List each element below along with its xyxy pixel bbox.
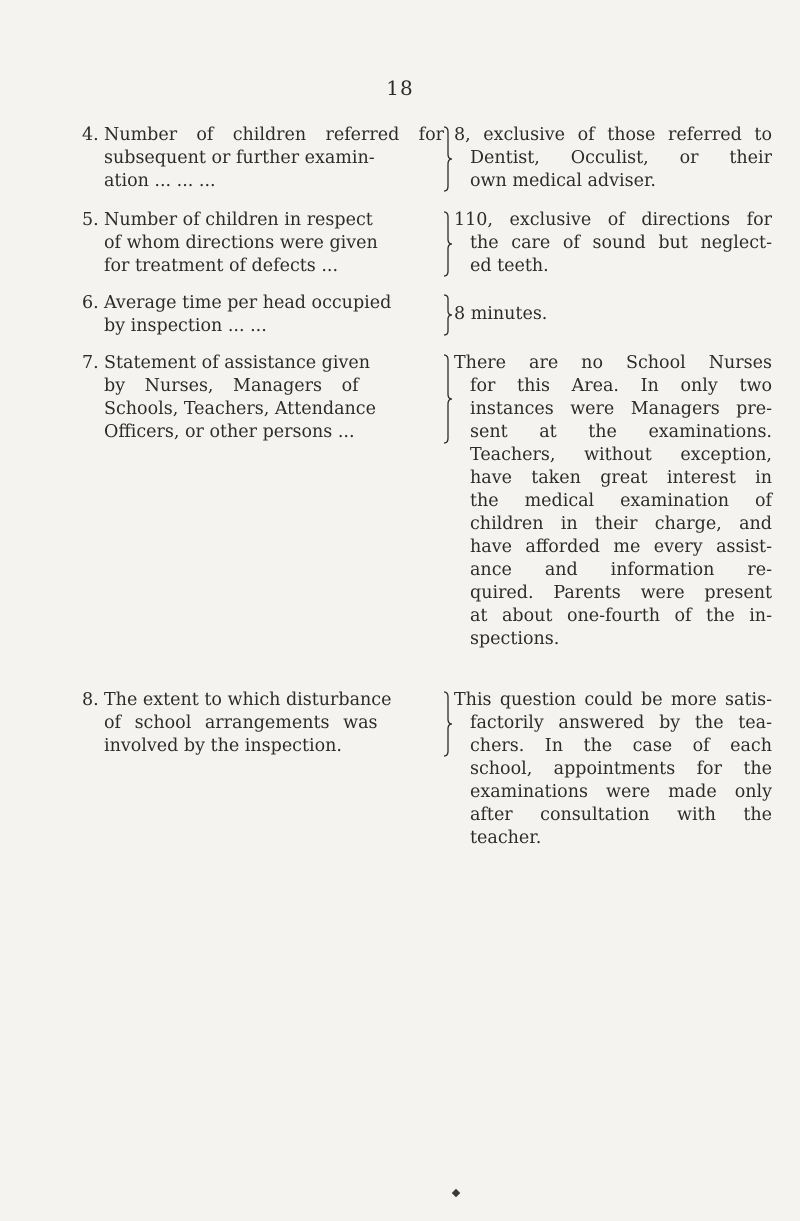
value-line: have taken great interest in (470, 468, 772, 488)
value-line: ed teeth. (470, 256, 549, 276)
value-line: ance and information re- (470, 560, 772, 580)
item-label (104, 352, 444, 444)
value-line: own medical adviser. (470, 171, 656, 191)
item-label (104, 124, 444, 193)
label-line: involved by the inspection. (104, 736, 342, 756)
item-label (104, 292, 444, 338)
value-line: This question could be more satis- (454, 690, 772, 710)
value-line: factorily answered by the tea- (470, 713, 772, 733)
item-number: 4. (82, 125, 99, 145)
value-line: the care of sound but neglect- (470, 233, 772, 253)
value-line: sent at the examinations. (470, 422, 772, 442)
label-line: Schools, Teachers, Attendance (104, 399, 376, 419)
item-number: 8. (82, 690, 99, 710)
right-brace (443, 354, 453, 444)
label-line: Number of children in respect (104, 210, 373, 230)
value-line: examinations were made only (470, 782, 772, 802)
label-line: Officers, or other persons ... (104, 422, 355, 442)
item-label (104, 689, 444, 758)
label-line: of school arrangements was (104, 713, 378, 733)
value-line: 110, exclusive of directions for (454, 210, 772, 230)
value-line: after consultation with the (470, 805, 772, 825)
right-brace (443, 691, 453, 757)
value-line: have afforded me every assist- (470, 537, 772, 557)
value-line: school, appointments for the (470, 759, 772, 779)
label-line: Average time per head occupied (104, 293, 392, 313)
page-number: 18 (386, 76, 414, 100)
item-number: 5. (82, 210, 99, 230)
item-value (454, 352, 772, 651)
right-brace (443, 126, 453, 192)
value-line: children in their charge, and (470, 514, 772, 534)
item-number: 7. (82, 353, 99, 373)
value-line: 8, exclusive of those referred to (454, 125, 772, 145)
ink-dot (452, 1189, 460, 1197)
value-line: There are no School Nurses (454, 353, 772, 373)
label-line: The extent to which disturbance (104, 690, 392, 710)
label-line: by Nurses, Managers of (104, 376, 359, 396)
value-line: Teachers, without exception, (470, 445, 772, 465)
value-line: spections. (470, 629, 560, 649)
value-line: the medical examination of (470, 491, 772, 511)
item-value (454, 124, 772, 193)
item-value (454, 303, 772, 326)
value-line: at about one-fourth of the in- (470, 606, 772, 626)
value-line: teacher. (470, 828, 542, 848)
label-line: for treatment of defects ... (104, 256, 339, 276)
value-line: for this Area. In only two (470, 376, 772, 396)
label-line: by inspection ... ... (104, 316, 267, 336)
label-line: ation ... ... ... (104, 171, 216, 191)
label-line: Statement of assistance given (104, 353, 370, 373)
label-line: of whom directions were given (104, 233, 378, 253)
value-line: Dentist, Occulist, or their (470, 148, 772, 168)
label-line: Number of children referred for (104, 125, 444, 145)
label-line: subsequent or further examin- (104, 148, 375, 168)
item-value (454, 689, 772, 850)
item-label (104, 209, 444, 278)
item-number: 6. (82, 293, 99, 313)
value-line: instances were Managers pre- (470, 399, 772, 419)
right-brace (443, 294, 453, 336)
value-line: 8 minutes. (454, 304, 548, 324)
right-brace (443, 211, 453, 277)
value-line: chers. In the case of each (470, 736, 772, 756)
value-line: quired. Parents were present (470, 583, 772, 603)
item-value (454, 209, 772, 278)
